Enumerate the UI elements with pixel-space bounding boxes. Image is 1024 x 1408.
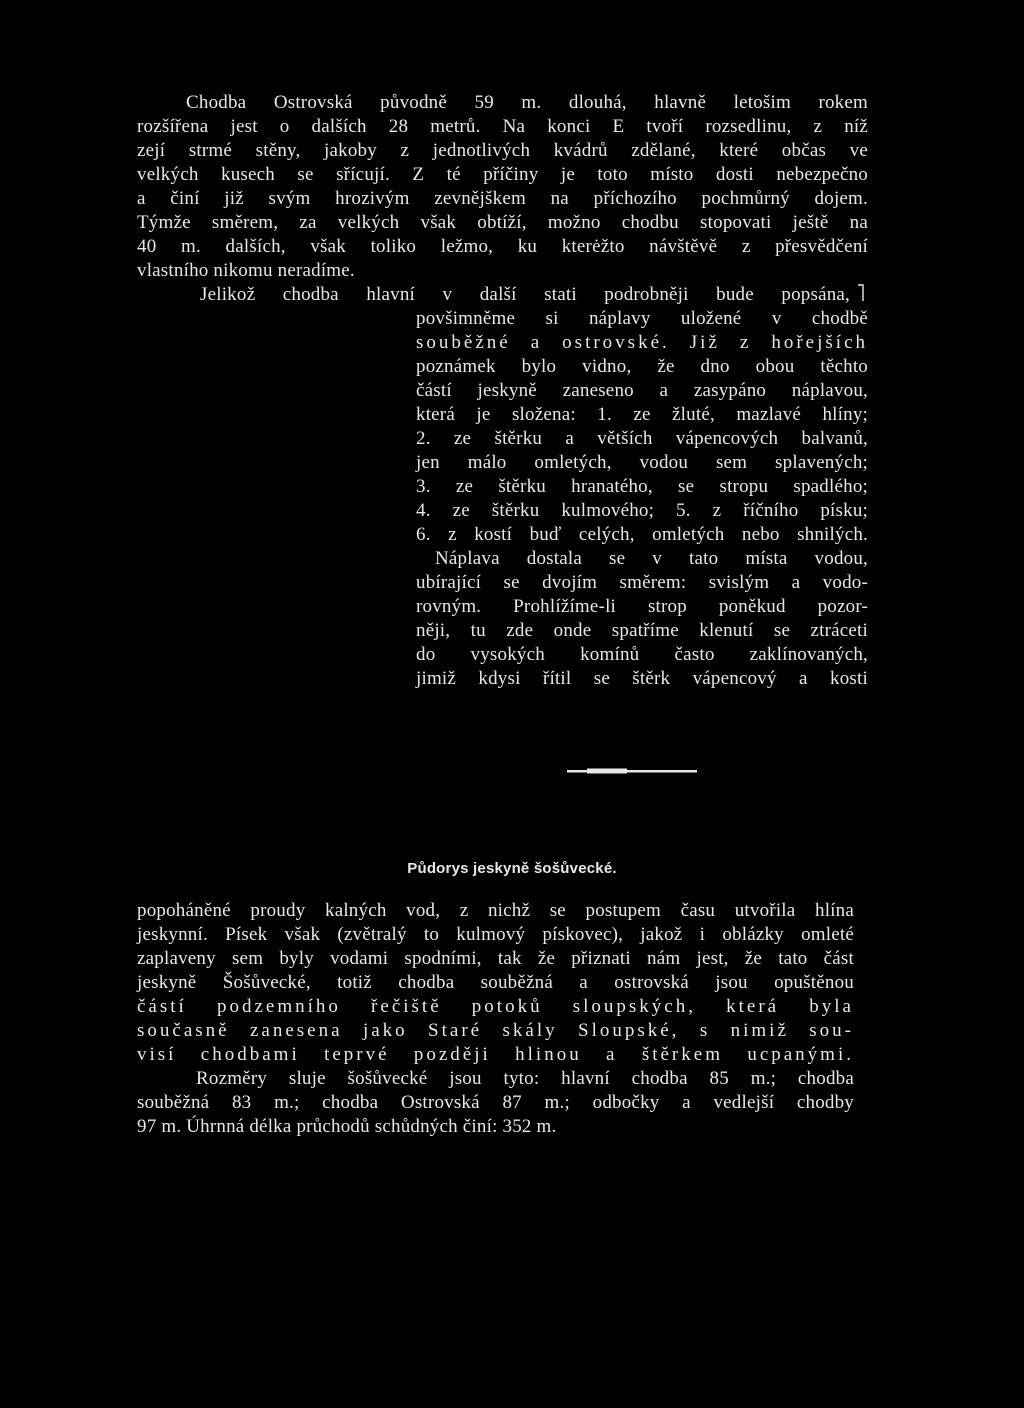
text-line: souběžné a ostrovské. Již z hořejších [416, 332, 868, 353]
text-line: která je složena: 1. ze žluté, mazlavé hlíny; [416, 404, 868, 425]
text-line: ubírající se dvojím směrem: svislým a vodo- [416, 572, 868, 593]
text-line: Jelikož chodba hlavní v další stati podrobněji bude popsána, [200, 284, 850, 305]
text-line: 6. z kostí buď celých, omletých nebo shnilých. [416, 524, 868, 545]
text-line: Chodba Ostrovská původně 59 m. dlouhá, hlavně letošim rokem [186, 92, 868, 113]
text-line: 40 m. dalších, však toliko ležmo, ku kterėžto návštěvě z přesvědčení [137, 236, 868, 257]
text-line: rozšířena jest o dalších 28 metrů. Na konci E tvoří rozsedlinu, z níž [137, 116, 868, 137]
cave-plan-figure [137, 690, 868, 850]
text-line: částí jeskyně zaneseno a zasypáno náplavou, [416, 380, 868, 401]
text-line: Náplava dostala se v tato místa vodou, [435, 548, 868, 569]
text-line: popoháněné proudy kalných vod, z nichž se postupem času utvořila hlína [137, 900, 854, 921]
scale-bar [567, 768, 697, 774]
text-line: do vysokých komínů často zaklínovaných, [416, 644, 868, 665]
text-line: 97 m. Úhrnná délka průchodů schůdných činí: 352 m. [137, 1116, 557, 1137]
text-line: velkých kusech se sřícují. Z té příčiny je toto místo dosti nebezpečno [137, 164, 868, 185]
text-line: jeskyně Šošůvecké, totiž chodba souběžná a ostrovská jsou opuštěnou [137, 972, 854, 993]
text-line: něji, tu zde onde spatříme klenutí se ztráceti [416, 620, 868, 641]
text-line: jen málo omletých, vodou sem splavených; [416, 452, 868, 473]
text-line: zejí strmé stěny, jakoby z jednotlivých kvádrů zdělané, které občas ve [137, 140, 868, 161]
text-line: částí podzemního řečiště potoků sloupských, která byla [137, 996, 854, 1017]
text-line: rovným. Prohlížíme-li strop poněkud pozor- [416, 596, 868, 617]
text-line: vlastního nikomu neradíme. [137, 260, 355, 281]
margin-bracket-mark [857, 283, 865, 303]
text-line: visí chodbami teprvé později hlinou a štěrkem ucpanými. [137, 1044, 854, 1065]
text-line: 3. ze štěrku hranatého, se stropu spadlého; [416, 476, 868, 497]
figure-caption: Půdorys jeskyně šošůvecké. [407, 860, 617, 877]
text-line: zaplaveny sem byly vodami spodními, tak že přiznati nám jest, že tato část [137, 948, 854, 969]
text-line: jeskynní. Písek však (zvětralý to kulmový pískovec), jakož i oblázky omleté [137, 924, 854, 945]
text-line: Rozměry sluje šošůvecké jsou tyto: hlavní chodba 85 m.; chodba [196, 1068, 854, 1089]
text-line: současně zanesena jako Staré skály Sloupské, s nimiž sou- [137, 1020, 854, 1041]
text-line: povšimněme si náplavy uložené v chodbě [416, 308, 868, 329]
text-line: Týmže směrem, za velkých však obtíží, možno chodbu stopovati ještě na [137, 212, 868, 233]
text-line: 4. ze štěrku kulmového; 5. z říčního písku; [416, 500, 868, 521]
text-line: jimiž kdysi řítil se štěrk vápencový a kosti [416, 668, 868, 689]
text-line: poznámek bylo vidno, že dno obou těchto [416, 356, 868, 377]
text-line: a činí již svým hrozivým zevnějškem na příchozího pochmůrný dojem. [137, 188, 868, 209]
text-line: souběžná 83 m.; chodba Ostrovská 87 m.; odbočky a vedlejší chodby [137, 1092, 854, 1113]
text-line: 2. ze štěrku a větších vápencových balvanů, [416, 428, 868, 449]
